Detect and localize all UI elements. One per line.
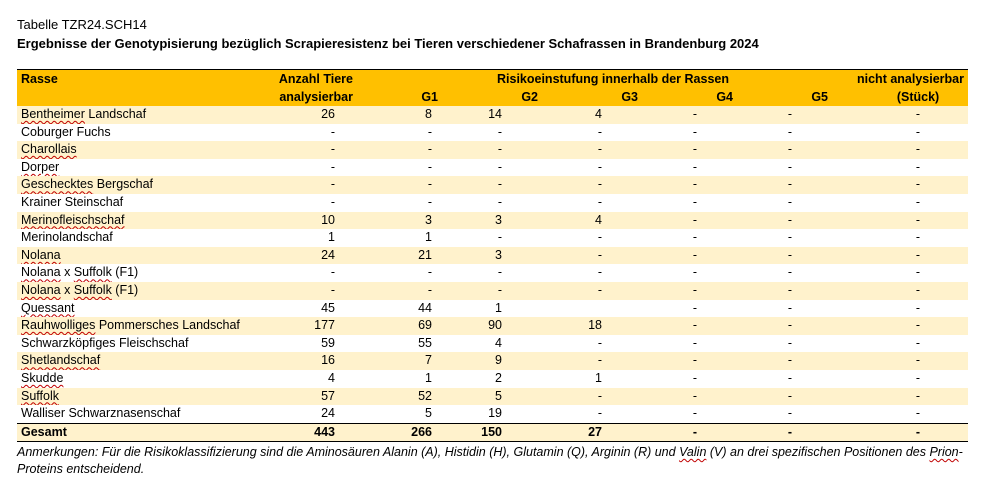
value-cell: 177 <box>267 317 357 335</box>
table-row <box>17 124 968 142</box>
col-header-g4: G4 <box>642 88 737 106</box>
value-cell: - <box>267 141 357 159</box>
value-cell: - <box>737 141 832 159</box>
value-cell: 3 <box>357 212 442 230</box>
table-row <box>17 159 968 177</box>
table-row <box>17 405 968 423</box>
table-row <box>17 194 968 212</box>
table-title: Ergebnisse der Genotypisierung bezüglich Scrapieresistenz bei Tieren verschiedener Schafrassen in Brandenburg 2024 <box>17 36 759 51</box>
value-cell: - <box>642 423 737 442</box>
value-cell: 57 <box>267 388 357 406</box>
value-cell: - <box>832 282 968 300</box>
value-cell: 5 <box>357 405 442 423</box>
value-cell: - <box>267 159 357 177</box>
value-cell: - <box>832 423 968 442</box>
value-cell: 19 <box>442 405 542 423</box>
value-cell: - <box>542 176 642 194</box>
header-row-1 <box>17 70 968 89</box>
table-row <box>17 388 968 406</box>
col-header-g3: G3 <box>542 88 642 106</box>
value-cell: - <box>737 229 832 247</box>
value-cell: - <box>357 141 442 159</box>
value-cell: - <box>442 159 542 177</box>
value-cell: 3 <box>442 247 542 265</box>
value-cell: - <box>832 370 968 388</box>
value-cell: - <box>542 388 642 406</box>
value-cell: - <box>832 194 968 212</box>
value-cell: - <box>737 352 832 370</box>
table-row <box>17 282 968 300</box>
value-cell <box>542 300 642 318</box>
value-cell: - <box>542 141 642 159</box>
value-cell: 69 <box>357 317 442 335</box>
table-row <box>17 106 968 124</box>
value-cell: - <box>542 229 642 247</box>
breed-cell: Quessant <box>17 300 267 318</box>
table-row <box>17 317 968 335</box>
value-cell: - <box>642 159 737 177</box>
table-row <box>17 212 968 230</box>
breed-cell: Merinofleischschaf <box>17 212 267 230</box>
value-cell: 4 <box>442 335 542 353</box>
breed-cell: Krainer Steinschaf <box>17 194 267 212</box>
breed-cell: Rauhwolliges Pommersches Landschaf <box>17 317 267 335</box>
value-cell: - <box>642 247 737 265</box>
value-cell: - <box>737 282 832 300</box>
value-cell: - <box>737 176 832 194</box>
value-cell: 52 <box>357 388 442 406</box>
value-cell: 4 <box>542 106 642 124</box>
value-cell: - <box>357 176 442 194</box>
value-cell: - <box>267 124 357 142</box>
value-cell: - <box>542 352 642 370</box>
value-cell: 1 <box>267 229 357 247</box>
table-row <box>17 141 968 159</box>
value-cell: - <box>832 229 968 247</box>
value-cell: - <box>642 282 737 300</box>
value-cell: 266 <box>357 423 442 442</box>
value-cell: 16 <box>267 352 357 370</box>
value-cell: 3 <box>442 212 542 230</box>
value-cell: - <box>357 282 442 300</box>
value-cell: - <box>737 370 832 388</box>
value-cell: - <box>542 124 642 142</box>
value-cell: 14 <box>442 106 542 124</box>
value-cell: - <box>442 124 542 142</box>
breed-cell: Shetlandschaf <box>17 352 267 370</box>
breed-cell: Skudde <box>17 370 267 388</box>
value-cell: - <box>642 317 737 335</box>
breed-cell: Gesamt <box>17 423 267 442</box>
value-cell: - <box>642 229 737 247</box>
value-cell: - <box>832 176 968 194</box>
value-cell: - <box>642 405 737 423</box>
value-cell: - <box>642 388 737 406</box>
value-cell: - <box>642 212 737 230</box>
value-cell: - <box>737 317 832 335</box>
value-cell: 2 <box>442 370 542 388</box>
value-cell: 1 <box>442 300 542 318</box>
value-cell: - <box>642 176 737 194</box>
value-cell: - <box>542 282 642 300</box>
value-cell: - <box>642 194 737 212</box>
value-cell: - <box>442 141 542 159</box>
value-cell: - <box>737 264 832 282</box>
value-cell: 59 <box>267 335 357 353</box>
col-header-rasse: Rasse <box>17 70 267 89</box>
value-cell: - <box>642 352 737 370</box>
value-cell: - <box>267 194 357 212</box>
value-cell: - <box>357 159 442 177</box>
value-cell: 9 <box>442 352 542 370</box>
data-table <box>17 69 968 442</box>
value-cell: 44 <box>357 300 442 318</box>
value-cell: - <box>832 405 968 423</box>
col-header-g1: G1 <box>357 88 442 106</box>
value-cell: - <box>832 124 968 142</box>
col-header-nicht: nicht analysierbar <box>832 70 968 89</box>
table-row <box>17 264 968 282</box>
value-cell: - <box>832 388 968 406</box>
breed-cell: Nolana x Suffolk (F1) <box>17 282 267 300</box>
value-cell: 1 <box>542 370 642 388</box>
value-cell: 26 <box>267 106 357 124</box>
table-row <box>17 352 968 370</box>
value-cell: 8 <box>357 106 442 124</box>
table-row <box>17 247 968 265</box>
value-cell: - <box>642 370 737 388</box>
value-cell: - <box>737 106 832 124</box>
value-cell: - <box>542 247 642 265</box>
value-cell: - <box>442 229 542 247</box>
col-header-analysierbar: analysierbar <box>267 88 357 106</box>
header-row-2 <box>17 88 968 106</box>
value-cell: - <box>832 352 968 370</box>
value-cell: - <box>357 124 442 142</box>
value-cell: - <box>737 300 832 318</box>
value-cell: - <box>832 264 968 282</box>
value-cell: - <box>737 124 832 142</box>
breed-cell: Geschecktes Bergschaf <box>17 176 267 194</box>
breed-cell: Dorper <box>17 159 267 177</box>
value-cell: - <box>737 194 832 212</box>
value-cell: 4 <box>542 212 642 230</box>
value-cell: - <box>737 212 832 230</box>
value-cell: - <box>642 335 737 353</box>
value-cell: - <box>267 176 357 194</box>
value-cell: - <box>832 141 968 159</box>
value-cell: 24 <box>267 405 357 423</box>
col-header-stueck: (Stück) <box>832 88 968 106</box>
footnote: Anmerkungen: Für die Risikoklassifizierung sind die Aminosäuren Alanin (A), Histidin (H), Glutamin (Q), Arginin (R) und Valin (V) an drei spezifischen Positionen des Prion-Proteins entscheidend. <box>17 445 963 476</box>
value-cell: - <box>642 106 737 124</box>
value-cell: - <box>737 247 832 265</box>
value-cell: - <box>442 264 542 282</box>
value-cell: - <box>642 300 737 318</box>
value-cell: 45 <box>267 300 357 318</box>
col-header-g2: G2 <box>442 88 542 106</box>
table-row <box>17 229 968 247</box>
breed-cell: Nolana <box>17 247 267 265</box>
value-cell: - <box>737 159 832 177</box>
value-cell: - <box>267 264 357 282</box>
value-cell: - <box>542 335 642 353</box>
value-cell: - <box>737 423 832 442</box>
value-cell: - <box>642 264 737 282</box>
value-cell: - <box>542 264 642 282</box>
breed-cell: Coburger Fuchs <box>17 124 267 142</box>
value-cell: - <box>737 335 832 353</box>
value-cell: 90 <box>442 317 542 335</box>
table-row <box>17 370 968 388</box>
value-cell: - <box>357 194 442 212</box>
value-cell: 55 <box>357 335 442 353</box>
value-cell: 443 <box>267 423 357 442</box>
breed-cell: Suffolk <box>17 388 267 406</box>
value-cell: 4 <box>267 370 357 388</box>
value-cell: - <box>737 405 832 423</box>
total-row <box>17 423 968 442</box>
value-cell: - <box>442 176 542 194</box>
value-cell: - <box>267 282 357 300</box>
value-cell: - <box>442 194 542 212</box>
value-cell: 5 <box>442 388 542 406</box>
value-cell: - <box>442 282 542 300</box>
col-header-g5: G5 <box>737 88 832 106</box>
breed-cell: Merinolandschaf <box>17 229 267 247</box>
value-cell: - <box>737 388 832 406</box>
table-row <box>17 300 968 318</box>
table-id: Tabelle TZR24.SCH14 <box>17 17 147 32</box>
value-cell: 27 <box>542 423 642 442</box>
value-cell: - <box>542 405 642 423</box>
value-cell: - <box>832 212 968 230</box>
value-cell: 18 <box>542 317 642 335</box>
table-row <box>17 176 968 194</box>
value-cell: - <box>832 247 968 265</box>
value-cell: - <box>642 124 737 142</box>
value-cell: 21 <box>357 247 442 265</box>
value-cell: 1 <box>357 229 442 247</box>
value-cell: 150 <box>442 423 542 442</box>
value-cell: - <box>357 264 442 282</box>
value-cell: - <box>542 159 642 177</box>
col-header-anzahl: Anzahl Tiere <box>267 70 357 89</box>
value-cell: 10 <box>267 212 357 230</box>
breed-cell: Bentheimer Landschaf <box>17 106 267 124</box>
value-cell: - <box>642 141 737 159</box>
table-row <box>17 335 968 353</box>
value-cell: - <box>832 159 968 177</box>
value-cell: - <box>542 194 642 212</box>
breed-cell: Schwarzköpfiges Fleischschaf <box>17 335 267 353</box>
value-cell: 7 <box>357 352 442 370</box>
col-header-risk-group: Risikoeinstufung innerhalb der Rassen <box>442 70 737 89</box>
value-cell: - <box>832 317 968 335</box>
breed-cell: Walliser Schwarznasenschaf <box>17 405 267 423</box>
breed-cell: Nolana x Suffolk (F1) <box>17 264 267 282</box>
value-cell: 1 <box>357 370 442 388</box>
value-cell: 24 <box>267 247 357 265</box>
value-cell: - <box>832 300 968 318</box>
value-cell: - <box>832 335 968 353</box>
value-cell: - <box>832 106 968 124</box>
breed-cell: Charollais <box>17 141 267 159</box>
